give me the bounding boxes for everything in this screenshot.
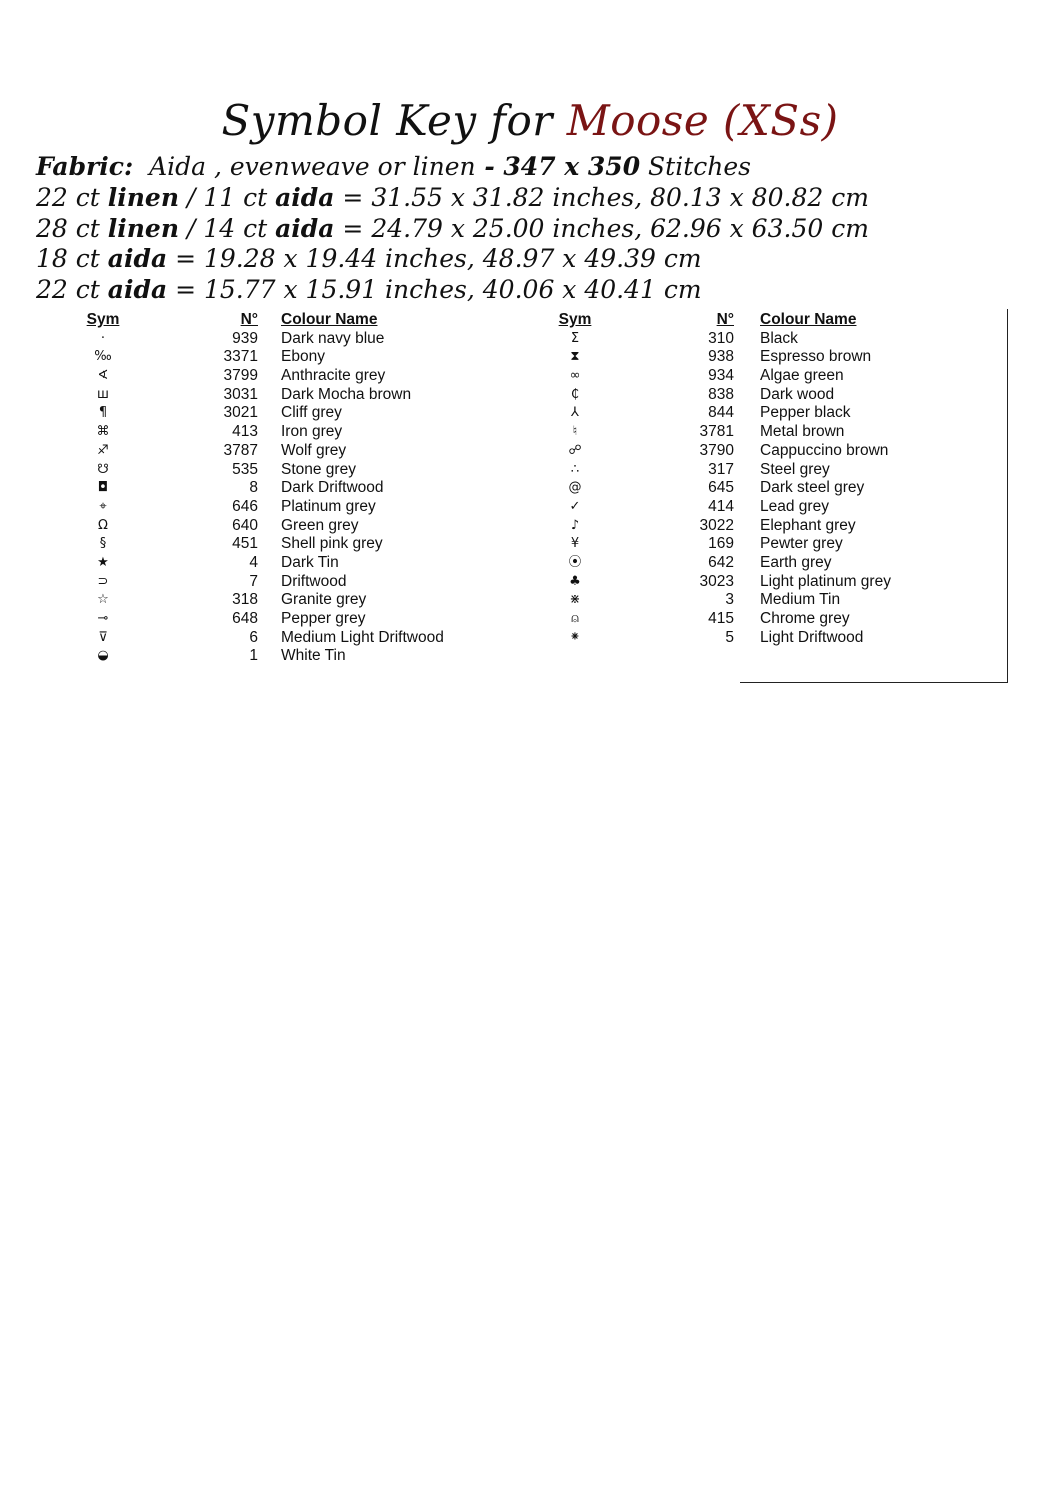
colour-name-cell: Espresso brown [760,348,872,366]
symbol-cell: ☆ [97,592,109,608]
fabric-specs [36,152,1036,306]
fabric-line [36,152,1036,183]
dmc-number-cell: 318 [232,591,258,609]
colour-name-cell: Pepper black [760,404,851,422]
colour-name-cell: Anthracite grey [281,367,386,385]
symbol-cell: ∞ [569,368,581,384]
dmc-number-cell: 844 [708,404,734,422]
title-pattern-name: Moose (XSs) [566,96,839,145]
colour-name-cell: Medium Light Driftwood [281,628,444,646]
dmc-number-cell: 3023 [699,572,734,590]
fabric-types: Aida , evenweave or linen [149,152,476,181]
colour-name-cell: Pepper grey [281,610,366,627]
dmc-number-cell: 317 [708,460,734,478]
stitch-suffix: Stitches [640,152,751,181]
dmc-number-cell: 4 [249,553,258,571]
size-bold: aida [107,275,168,305]
colour-name-cell: Light Driftwood [760,628,864,646]
symbol-cell: ₵ [570,386,580,402]
header-num: N° [240,311,258,328]
header-num: N° [716,311,734,328]
colour-name-cell: Driftwood [281,572,347,590]
colour-name-cell: Metal brown [760,423,845,441]
dmc-number-cell: 648 [232,610,258,627]
dmc-number-cell: 451 [232,535,258,553]
size-bold: aida [275,182,335,212]
symbol-cell: ∢ [97,368,109,384]
dmc-number-cell: 3031 [223,385,258,403]
symbol-cell: ♐ [97,442,109,458]
dmc-number-cell: 646 [232,497,258,515]
symbol-cell: ◒ [97,648,109,664]
size-line [36,183,1036,214]
header-name: Colour Name [760,311,857,328]
stitch-count: 347 x 350 [503,152,641,181]
symbol-cell: ⍝ [571,611,579,626]
colour-name-cell: Ebony [281,348,325,366]
size-bold: linen [107,182,180,212]
colour-name-cell: Iron grey [281,423,343,441]
colour-name-cell: Dark Driftwood [281,479,384,497]
size-bold: aida [275,213,335,243]
symbol-cell: ‰ [94,349,112,365]
dmc-number-cell: 3790 [699,441,734,459]
symbol-cell: ⊸ [97,611,109,626]
dmc-number-cell: 1 [249,647,258,665]
header-sym: Sym [86,311,120,328]
colour-name-cell: Stone grey [281,460,356,478]
symbol-cell: ¶ [98,405,108,421]
symbol-cell: ⌘ [96,424,110,440]
symbol-cell: ⊃ [97,573,109,589]
symbol-cell: ⋇ [569,592,581,608]
fabric-dash: - [475,152,504,181]
dmc-number-cell: 8 [249,479,258,497]
colour-name-cell: Chrome grey [760,610,850,627]
symbol-cell: ☋ [97,461,109,477]
dmc-number-cell: 415 [708,610,734,627]
colour-name-cell: Dark navy blue [281,329,385,347]
size-text: = 31.55 x 31.82 inches, 80.13 x 80.82 cm [334,182,869,212]
dmc-number-cell: 939 [232,329,258,347]
size-text: 18 ct [36,244,108,274]
symbol-cell: ∴ [570,461,580,477]
dmc-number-cell: 7 [249,572,258,590]
colour-name-cell: Medium Tin [760,591,841,609]
dmc-number-cell: 3022 [699,516,734,534]
dmc-number-cell: 414 [708,497,734,515]
title-prefix: Symbol Key for [221,96,553,145]
symbol-cell: ★ [97,554,109,570]
symbol-cell: ш [97,386,109,402]
colour-name-cell: Earth grey [760,553,832,571]
symbol-cell: ⧗ [570,349,580,365]
colour-name-cell: Steel grey [760,460,830,478]
symbol-cell: ◘ [97,480,109,496]
dmc-number-cell: 838 [708,385,734,403]
symbol-cell: ⅄ [571,405,579,421]
colour-name-cell: Black [760,329,798,347]
size-text: / 14 ct [179,213,276,243]
dmc-number-cell: 3 [725,591,734,609]
dmc-number-cell: 413 [232,423,258,441]
size-text: 22 ct [36,182,108,212]
colour-name-cell: Cappuccino brown [760,441,889,459]
size-text: / 11 ct [179,182,276,212]
symbol-cell: ¥ [570,536,580,552]
dmc-number-cell: 310 [708,329,734,347]
colour-name-cell: Shell pink grey [281,535,383,553]
dmc-number-cell: 3781 [699,423,734,441]
symbol-cell: Σ [570,330,580,346]
header-sym: Sym [558,311,592,328]
size-text: 28 ct [36,213,108,243]
colour-name-cell: Wolf grey [281,441,347,459]
size-bold: linen [107,213,180,243]
size-text: = 24.79 x 25.00 inches, 62.96 x 63.50 cm [334,213,869,243]
colour-name-cell: Dark Mocha brown [281,385,412,403]
symbol-cell: ♣ [569,573,581,589]
symbol-cell: ⁕ [569,629,581,645]
page-title [0,96,1060,145]
colour-name-cell: Light platinum grey [760,572,891,590]
symbol-cell: ⊽ [98,629,108,645]
dmc-number-cell: 642 [708,553,734,571]
symbol-cell: Ω [98,517,108,533]
colour-name-cell: White Tin [281,647,346,665]
dmc-number-cell: 640 [232,516,258,534]
symbol-cell: ♮ [572,424,578,440]
symbol-cell: · [100,330,106,346]
size-text: 22 ct [36,275,108,305]
dmc-number-cell: 645 [708,479,734,497]
symbol-cell: @ [568,480,582,496]
header-name: Colour Name [281,311,378,328]
colour-name-cell: Platinum grey [281,497,376,515]
dmc-number-cell: 169 [708,535,734,553]
colour-name-cell: Cliff grey [281,404,342,422]
colour-name-cell: Dark Tin [281,553,339,571]
colour-name-cell: Granite grey [281,591,367,609]
fabric-label: Fabric: [36,152,134,181]
symbol-cell: ✓ [569,498,581,514]
symbol-cell: ☍ [568,442,582,458]
symbol-cell: § [99,536,107,552]
size-line [36,244,1036,275]
dmc-number-cell: 934 [708,367,734,385]
dmc-number-cell: 5 [725,628,734,646]
dmc-number-cell: 3787 [223,441,258,459]
colour-name-cell: Pewter grey [760,535,843,553]
dmc-number-cell: 535 [232,460,258,478]
dmc-number-cell: 6 [249,628,258,646]
dmc-number-cell: 938 [708,348,734,366]
size-line [36,214,1036,245]
dmc-number-cell: 3021 [223,404,258,422]
symbol-cell: ⦿ [568,554,582,570]
dmc-number-cell: 3371 [223,348,258,366]
dmc-number-cell: 3799 [223,367,258,385]
colour-name-cell: Algae green [760,367,844,385]
colour-name-cell: Dark wood [760,385,835,403]
size-text: = 15.77 x 15.91 inches, 40.06 x 40.41 cm [167,275,702,305]
size-text: = 19.28 x 19.44 inches, 48.97 x 49.39 cm [167,244,702,274]
size-line [36,275,1036,306]
colour-name-cell: Green grey [281,516,359,534]
size-bold: aida [107,244,168,274]
symbol-cell: ♪ [570,517,580,533]
colour-name-cell: Dark steel grey [760,479,865,497]
colour-name-cell: Lead grey [760,497,829,515]
symbol-cell: ⌖ [99,498,107,514]
colour-name-cell: Elephant grey [760,516,856,534]
